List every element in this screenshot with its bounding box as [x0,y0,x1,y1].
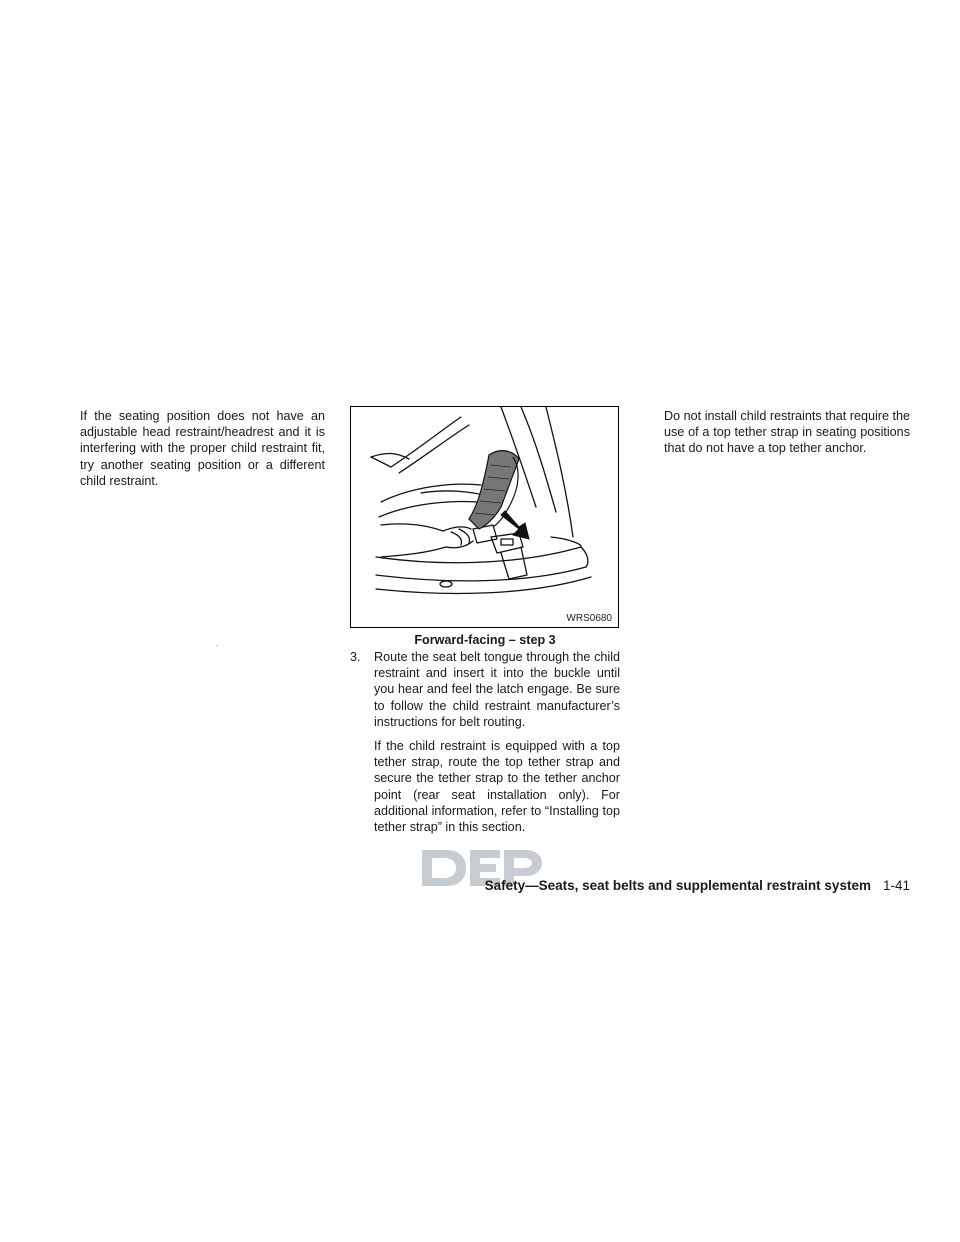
step-text: Route the seat belt tongue through the child restraint and insert it into the buckle until you hear and feel the latch engage. Be sure to follow the child restraint manufacturer’s instructions for belt routing. [374,650,620,729]
footer-section-title: Safety—Seats, seat belts and supplemental restraint system [484,878,871,893]
figure-code: WRS0680 [566,613,612,624]
right-paragraph: Do not install child restraints that require the use of a top tether strap in seating positions that do not have a top tether anchor. [664,409,910,456]
right-column [664,408,910,457]
page-footer [430,876,910,896]
left-column [80,408,325,489]
footer-page-number: 1-41 [882,878,910,893]
figure-forward-facing-step-3 [350,406,619,628]
step-3 [350,649,620,730]
left-paragraph: If the seating position does not have an adjustable head restraint/headrest and it is interfering with the proper child restraint fit, try another seating position or a different child restraint. [80,409,325,488]
step-list [350,649,620,835]
step-note: If the child restraint is equipped with a top tether strap, route the top tether strap and secure the tether strap to the tether anchor point (rear seat installation only). For additional information, refer to “Installing top tether strap” in this section. [374,739,620,835]
figure-caption: Forward-facing – step 3 [414,633,556,647]
dep-logo-text: DEP [216,646,219,647]
seat-belt-illustration [351,407,618,627]
step-number: 3. [350,650,361,664]
